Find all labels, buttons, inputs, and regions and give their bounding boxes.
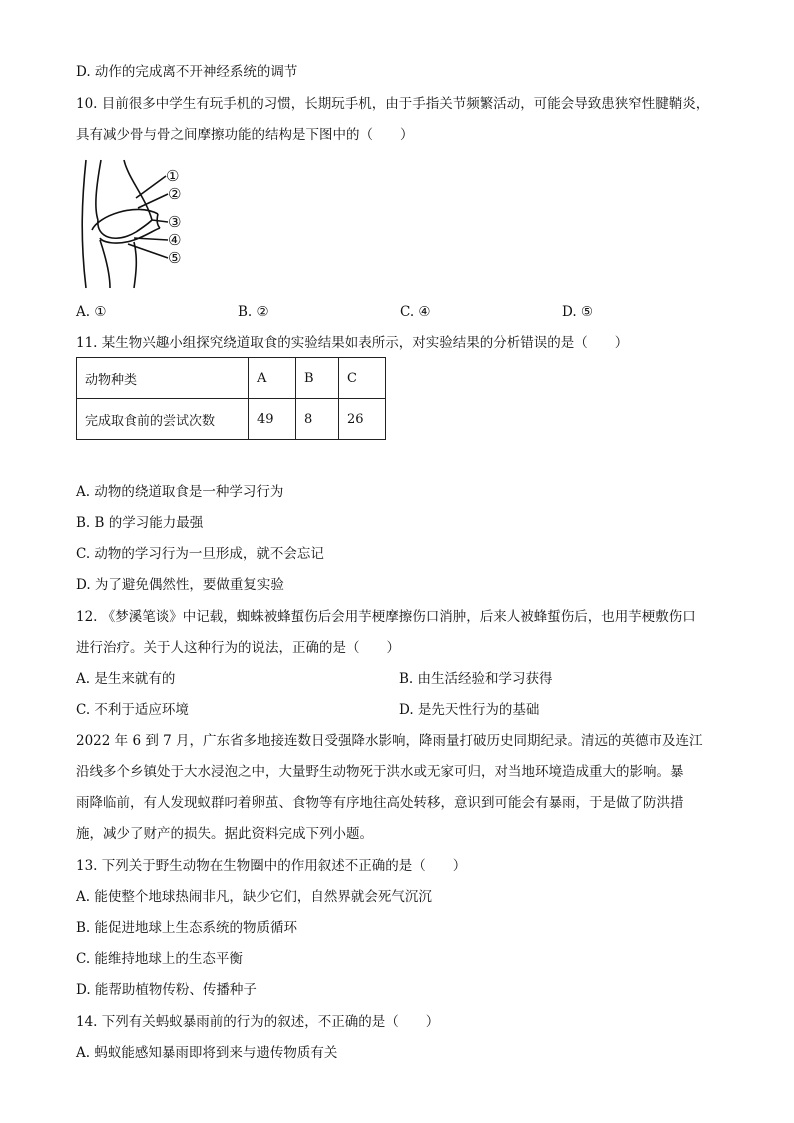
q11-option-b: B. B 的学习能力最强 bbox=[76, 515, 204, 531]
table-cell: 动物种类 bbox=[77, 358, 249, 399]
q12-stem-line2: 进行治疗。关于人这种行为的说法，正确的是（ ） bbox=[76, 640, 400, 656]
knee-joint-diagram bbox=[76, 158, 196, 290]
q14-option-a: A. 蚂蚁能感知暴雨即将到来与遗传物质有关 bbox=[76, 1045, 338, 1061]
q10-option-c: C. ④ bbox=[400, 304, 431, 320]
q13-option-a: A. 能使整个地球热闹非凡，缺少它们，自然界就会死气沉沉 bbox=[76, 889, 432, 905]
table-cell: A bbox=[249, 358, 296, 399]
q12-option-c: C. 不利于适应环境 bbox=[76, 702, 189, 718]
q12-option-d: D. 是先天性行为的基础 bbox=[399, 702, 540, 718]
table-cell: 完成取食前的尝试次数 bbox=[77, 399, 249, 440]
q13-option-c: C. 能维持地球上的生态平衡 bbox=[76, 951, 243, 967]
q11-option-c: C. 动物的学习行为一旦形成，就不会忘记 bbox=[76, 546, 324, 562]
passage-line-4: 施，减少了财产的损失。据此资料完成下列小题。 bbox=[76, 826, 373, 842]
q14-stem: 14. 下列有关蚂蚁暴雨前的行为的叙述，不正确的是（ ） bbox=[76, 1014, 440, 1030]
q10-option-a: A. ① bbox=[76, 304, 107, 320]
table-cell: B bbox=[296, 358, 339, 399]
table-cell: 8 bbox=[296, 399, 339, 440]
figure-label-5: ⑤ bbox=[168, 249, 182, 267]
passage-line-1: 2022 年 6 到 7 月，广东省多地接连数日受强降水影响，降雨量打破历史同期纪录。清远的英德市及连江 bbox=[76, 733, 703, 749]
q10-option-d: D. ⑤ bbox=[562, 304, 594, 320]
q9-option-d: D. 动作的完成离不开神经系统的调节 bbox=[76, 64, 298, 80]
passage-line-2: 沿线多个乡镇处于大水浸泡之中，大量野生动物死于洪水或无家可归，对当地环境造成重大的影响。暴 bbox=[76, 764, 684, 780]
q10-stem-line2: 具有减少骨与骨之间摩擦功能的结构是下图中的（ ） bbox=[76, 127, 414, 143]
table-cell: 49 bbox=[249, 399, 296, 440]
experiment-table bbox=[76, 357, 386, 440]
q12-option-a: A. 是生来就有的 bbox=[76, 671, 176, 687]
q11-option-a: A. 动物的绕道取食是一种学习行为 bbox=[76, 484, 284, 500]
table-row bbox=[77, 358, 386, 399]
q12-stem-line1: 12. 《梦溪笔谈》中记载，蜘蛛被蜂蜇伤后会用芋梗摩擦伤口消肿，后来人被蜂蜇伤后，也用芋梗敷伤口 bbox=[76, 609, 696, 625]
q12-option-b: B. 由生活经验和学习获得 bbox=[399, 671, 553, 687]
q13-stem: 13. 下列关于野生动物在生物圈中的作用叙述不正确的是（ ） bbox=[76, 858, 467, 874]
q13-option-d: D. 能帮助植物传粉、传播种子 bbox=[76, 982, 257, 998]
table-cell: 26 bbox=[339, 399, 386, 440]
figure-label-4: ④ bbox=[168, 231, 182, 249]
q11-stem: 11. 某生物兴趣小组探究绕道取食的实验结果如表所示，对实验结果的分析错误的是（ ） bbox=[76, 335, 629, 351]
q13-option-b: B. 能促进地球上生态系统的物质循环 bbox=[76, 920, 298, 936]
figure-label-3: ③ bbox=[168, 213, 182, 231]
q10-option-b: B. ② bbox=[238, 304, 269, 320]
table-cell: C bbox=[339, 358, 386, 399]
q10-stem-line1: 10. 目前很多中学生有玩手机的习惯，长期玩手机，由于手指关节频繁活动，可能会导致患狭窄性腱鞘炎， bbox=[76, 96, 710, 112]
table-row bbox=[77, 399, 386, 440]
passage-line-3: 雨降临前，有人发现蚁群叼着卵茧、食物等有序地往高处转移，意识到可能会有暴雨，于是做了防洪措 bbox=[76, 795, 684, 811]
q11-option-d: D. 为了避免偶然性，要做重复实验 bbox=[76, 577, 284, 593]
figure-label-1: ① bbox=[166, 167, 180, 185]
figure-label-2: ② bbox=[168, 185, 182, 203]
